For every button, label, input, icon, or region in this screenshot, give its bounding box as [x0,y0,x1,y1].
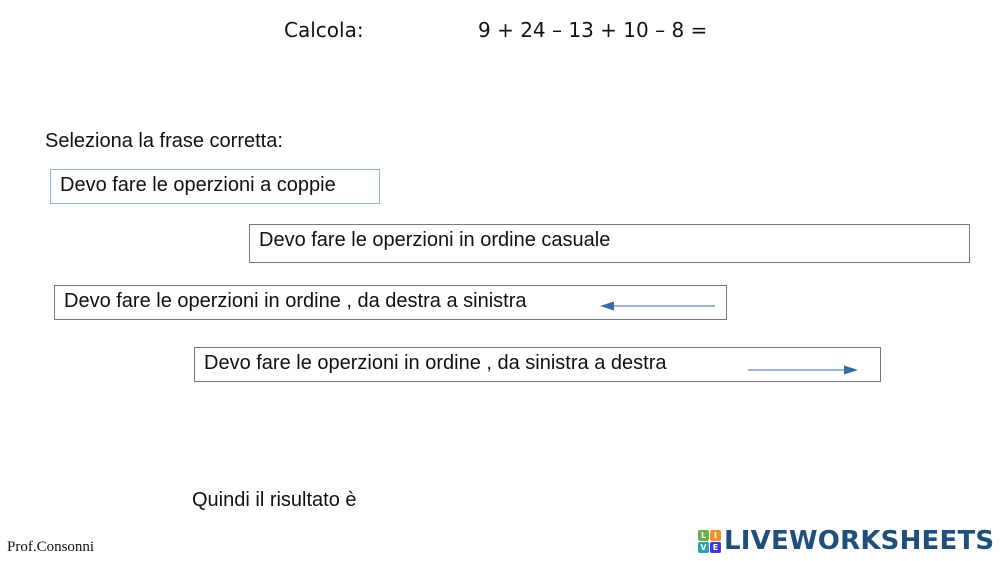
logo-tile: I [710,530,721,541]
option-right-to-left[interactable] [54,285,727,320]
result-prompt: Quindi il risultato è [192,489,357,511]
option-left-to-right[interactable] [194,347,881,382]
option-label: Devo fare le operzioni in ordine , da sinistra a destra [204,352,667,374]
brand-name: LIVEWORKSHEETS [724,526,995,556]
option-label: Devo fare le operzioni in ordine casuale [259,229,611,251]
option-random-order[interactable] [249,224,970,263]
logo-tile: V [698,542,709,553]
option-pairs[interactable] [50,169,380,204]
author-credit: Prof.Consonni [7,539,95,555]
liveworksheets-brand [698,527,994,555]
logo-tile: L [698,530,709,541]
liveworksheets-logo-icon [698,530,721,553]
logo-tile: E [710,542,721,553]
option-label: Devo fare le operzioni a coppie [60,174,336,196]
arrow-right-icon [748,364,858,376]
arrow-left-icon [600,300,720,312]
calc-label: Calcola: [284,18,364,42]
question-prompt: Seleziona la frase corretta: [45,130,283,152]
math-expression: 9 + 24 – 13 + 10 – 8 = [478,18,708,42]
option-label: Devo fare le operzioni in ordine , da destra a sinistra [64,290,527,312]
